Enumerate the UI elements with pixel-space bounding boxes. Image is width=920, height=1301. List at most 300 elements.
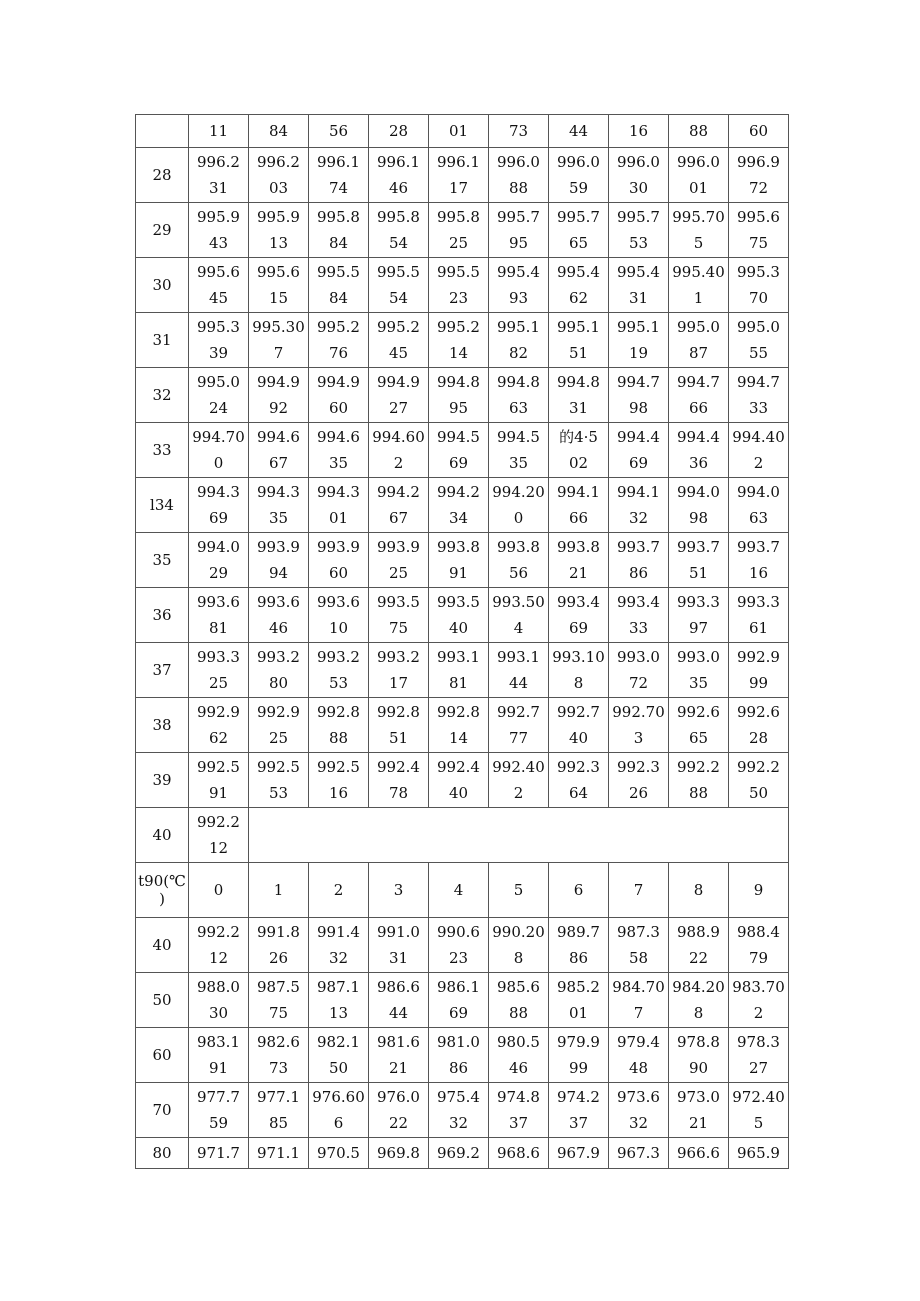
density-value-part1: 992.2: [197, 813, 240, 831]
density-value-part2: 13: [268, 234, 289, 252]
density-value-part1: 995.0: [677, 318, 720, 336]
density-value-part1: 996.2: [257, 153, 300, 171]
density-value-part2: 86: [448, 1059, 469, 1077]
density-value-part1: 992.7: [497, 703, 540, 721]
density-value-part1: 993.8: [557, 538, 600, 556]
density-cell: [609, 643, 669, 698]
density-value-part2: 12: [208, 949, 229, 967]
density-value-part1: 995.3: [737, 263, 780, 281]
density-value-part1: 987.3: [617, 923, 660, 941]
density-value-part2: 32: [628, 1114, 649, 1132]
density-value-part1: 993.9: [257, 538, 300, 556]
density-value-part1: 994.1: [617, 483, 660, 501]
density-value-part2: 91: [208, 1059, 229, 1077]
density-value-part2: 59: [568, 179, 589, 197]
density-value-part1: 994.7: [737, 373, 780, 391]
density-value-part2: 63: [748, 509, 769, 527]
density-cell: [609, 918, 669, 973]
density-cell: [429, 1028, 489, 1083]
density-value-part1: 994.70: [192, 428, 245, 446]
density-cell: 971.7: [189, 1138, 249, 1169]
density-value-part2: 4: [513, 619, 524, 637]
density-value-part2: 40: [448, 619, 469, 637]
density-cell: [669, 973, 729, 1028]
density-value-part1: 982.6: [257, 1033, 300, 1051]
density-cell: [369, 588, 429, 643]
density-cell: [249, 588, 309, 643]
density-cell: [609, 973, 669, 1028]
density-cell: [369, 258, 429, 313]
density-value-part2: 50: [748, 784, 769, 802]
density-value-part2: 33: [628, 619, 649, 637]
density-value-part1: 996.1: [437, 153, 480, 171]
density-value-part2: 65: [688, 729, 709, 747]
density-value-part2: 21: [688, 1114, 709, 1132]
density-cell: [429, 588, 489, 643]
density-value-part1: 982.1: [317, 1033, 360, 1051]
density-value-part1: 995.4: [617, 263, 660, 281]
density-cell: [549, 203, 609, 258]
density-cell: [429, 973, 489, 1028]
density-value-part2: 6: [333, 1114, 344, 1132]
density-value-part1: 977.7: [197, 1088, 240, 1106]
density-cell: [429, 918, 489, 973]
density-value-part2: 88: [688, 784, 709, 802]
density-cell: [489, 1028, 549, 1083]
density-value-part2: 35: [268, 509, 289, 527]
density-value-part1: 992.2: [737, 758, 780, 776]
density-value-part1: 994.9: [257, 373, 300, 391]
density-cell: [489, 588, 549, 643]
density-value-part2: 72: [628, 674, 649, 692]
density-cell: [369, 533, 429, 588]
density-value-part2: 35: [328, 454, 349, 472]
density-value-part2: 51: [388, 729, 409, 747]
density-value-part1: 973.0: [677, 1088, 720, 1106]
density-cell: [429, 423, 489, 478]
row-temperature: 35: [136, 533, 189, 588]
density-value-part2: 62: [568, 289, 589, 307]
column-header: 2: [309, 863, 369, 918]
density-value-part1: 994.6: [257, 428, 300, 446]
density-value-part2: 54: [388, 234, 409, 252]
density-cell: [369, 643, 429, 698]
density-value-part1: 979.4: [617, 1033, 660, 1051]
density-cell: [189, 698, 249, 753]
density-value-part2: 43: [208, 234, 229, 252]
density-value-part2: 98: [688, 509, 709, 527]
density-value-part2: 69: [448, 454, 469, 472]
density-value-part2: 77: [508, 729, 529, 747]
density-value-part2: 51: [688, 564, 709, 582]
density-value-part1: 994.0: [737, 483, 780, 501]
density-cell: 970.5: [309, 1138, 369, 1169]
table-row: [136, 478, 789, 533]
row-temperature: 40: [136, 808, 189, 863]
density-cell: [249, 1083, 309, 1138]
table-row: [136, 1028, 789, 1083]
density-cell: [549, 258, 609, 313]
density-value-part1: 993.50: [492, 593, 545, 611]
density-cell: [549, 313, 609, 368]
density-value-part2: 27: [388, 399, 409, 417]
density-cell: [669, 1083, 729, 1138]
density-value-part1: 994.8: [497, 373, 540, 391]
density-cell: [369, 313, 429, 368]
density-value-part1: 995.1: [497, 318, 540, 336]
density-cell: [489, 973, 549, 1028]
density-cell: [369, 148, 429, 203]
density-value-part1: 992.9: [197, 703, 240, 721]
density-value-part1: 992.9: [737, 648, 780, 666]
density-value-part1: 995.6: [257, 263, 300, 281]
density-value-part1: 981.0: [437, 1033, 480, 1051]
density-value-part2: 79: [748, 949, 769, 967]
density-value-part2: 95: [448, 399, 469, 417]
row-temperature: 40: [136, 918, 189, 973]
density-value-part2: 2: [753, 454, 764, 472]
density-cell: [249, 313, 309, 368]
density-value-part2: 44: [508, 674, 529, 692]
table-row: [136, 203, 789, 258]
density-cell: [309, 698, 369, 753]
column-header: 9: [729, 863, 789, 918]
density-value-part1: 995.70: [672, 208, 725, 226]
column-header: 8: [669, 863, 729, 918]
density-cell: [249, 258, 309, 313]
density-value-part2: 69: [568, 619, 589, 637]
density-value-part2: 81: [448, 674, 469, 692]
row-temperature: 29: [136, 203, 189, 258]
row-temperature: 39: [136, 753, 189, 808]
row-temperature: 32: [136, 368, 189, 423]
density-value-part1: 992.4: [377, 758, 420, 776]
density-cell: 969.8: [369, 1138, 429, 1169]
density-value-part2: 54: [388, 289, 409, 307]
density-value-part1: 974.8: [497, 1088, 540, 1106]
density-value-part1: 993.9: [317, 538, 360, 556]
density-value-part1: 987.5: [257, 978, 300, 996]
density-value-part1: 993.7: [617, 538, 660, 556]
density-value-part1: 991.0: [377, 923, 420, 941]
density-value-part1: 978.3: [737, 1033, 780, 1051]
density-value-part1: 992.6: [737, 703, 780, 721]
density-cell: [249, 368, 309, 423]
density-cell: [549, 1028, 609, 1083]
density-value-part2: 23: [448, 949, 469, 967]
density-value-part1: 993.3: [677, 593, 720, 611]
density-value-part2: 14: [448, 344, 469, 362]
density-value-part2: 35: [508, 454, 529, 472]
empty-cell: [136, 115, 189, 148]
density-cell: [609, 533, 669, 588]
density-value-part1: 988.4: [737, 923, 780, 941]
density-value-part2: 26: [268, 949, 289, 967]
density-tail-cell: 28: [369, 115, 429, 148]
row-temperature: 36: [136, 588, 189, 643]
density-value-part2: 62: [208, 729, 229, 747]
density-cell: 967.9: [549, 1138, 609, 1169]
density-cell: [549, 588, 609, 643]
table-row-continuation: [136, 115, 789, 148]
density-value-part1: 995.8: [437, 208, 480, 226]
density-value-part1: 975.4: [437, 1088, 480, 1106]
density-cell: [609, 313, 669, 368]
density-cell: [309, 313, 369, 368]
density-value-part1: 980.5: [497, 1033, 540, 1051]
density-value-part2: 82: [508, 344, 529, 362]
density-cell: [249, 1028, 309, 1083]
density-cell: [309, 1028, 369, 1083]
density-value-part2: 31: [628, 289, 649, 307]
density-cell: [609, 1028, 669, 1083]
density-value-part2: 46: [268, 619, 289, 637]
density-cell: [369, 1028, 429, 1083]
density-cell: [309, 423, 369, 478]
row-temperature: 50: [136, 973, 189, 1028]
density-cell: [429, 368, 489, 423]
density-value-part2: 32: [628, 509, 649, 527]
density-value-part2: 37: [508, 1114, 529, 1132]
density-tail-cell: 88: [669, 115, 729, 148]
density-value-part2: 10: [328, 619, 349, 637]
density-value-part1: 995.7: [617, 208, 660, 226]
density-value-part2: 14: [448, 729, 469, 747]
density-cell: [189, 973, 249, 1028]
density-cell: [189, 203, 249, 258]
density-value-part2: 72: [748, 179, 769, 197]
density-value-part1: 996.0: [557, 153, 600, 171]
density-cell: [669, 533, 729, 588]
density-cell: [189, 423, 249, 478]
density-value-part2: 25: [388, 564, 409, 582]
density-value-part1: 993.4: [557, 593, 600, 611]
density-cell: [609, 203, 669, 258]
table-header-row: [136, 863, 789, 918]
density-cell: [549, 423, 609, 478]
density-value-part1: 986.6: [377, 978, 420, 996]
density-cell: 971.1: [249, 1138, 309, 1169]
density-cell: [549, 643, 609, 698]
density-value-part1: 994.7: [617, 373, 660, 391]
density-value-part2: 69: [448, 1004, 469, 1022]
density-value-part1: 995.6: [197, 263, 240, 281]
density-cell: [309, 918, 369, 973]
density-value-part2: 3: [633, 729, 644, 747]
density-value-part1: 992.3: [617, 758, 660, 776]
density-cell: [489, 533, 549, 588]
density-value-part2: 69: [628, 454, 649, 472]
density-value-part1: 992.9: [257, 703, 300, 721]
density-value-part2: 35: [688, 674, 709, 692]
density-cell: [549, 973, 609, 1028]
density-value-part2: 31: [208, 179, 229, 197]
density-value-part1: 987.1: [317, 978, 360, 996]
density-value-part1: 993.10: [552, 648, 605, 666]
density-value-part2: 45: [388, 344, 409, 362]
density-cell: [729, 478, 789, 533]
density-value-part1: 996.2: [197, 153, 240, 171]
density-value-part2: 80: [268, 674, 289, 692]
density-value-part1: 995.40: [672, 263, 725, 281]
density-cell: [549, 698, 609, 753]
density-value-part2: 8: [573, 674, 584, 692]
density-value-part1: 990.20: [492, 923, 545, 941]
density-value-part2: 26: [628, 784, 649, 802]
density-value-part1: 995.4: [497, 263, 540, 281]
density-value-part2: 63: [508, 399, 529, 417]
density-cell: [369, 203, 429, 258]
density-cell: [729, 1028, 789, 1083]
density-value-part1: 996.9: [737, 153, 780, 171]
density-value-part2: 67: [388, 509, 409, 527]
density-value-part2: 84: [328, 289, 349, 307]
density-value-part2: 88: [508, 1004, 529, 1022]
density-value-part2: 95: [508, 234, 529, 252]
density-tail-cell: 11: [189, 115, 249, 148]
density-cell: [669, 478, 729, 533]
density-cell: [729, 258, 789, 313]
table-row: [136, 368, 789, 423]
density-value-part2: 0: [213, 454, 224, 472]
density-value-part2: 67: [268, 454, 289, 472]
density-value-part2: 48: [628, 1059, 649, 1077]
density-cell: [489, 918, 549, 973]
density-cell: [669, 423, 729, 478]
density-cell: [729, 973, 789, 1028]
density-value-part1: 995.2: [317, 318, 360, 336]
density-cell: [489, 643, 549, 698]
density-value-part2: 5: [693, 234, 704, 252]
density-cell: [249, 478, 309, 533]
density-value-part1: 992.8: [377, 703, 420, 721]
column-header: 5: [489, 863, 549, 918]
density-value-part1: 994.8: [557, 373, 600, 391]
density-cell: [249, 973, 309, 1028]
density-value-part1: 994.40: [732, 428, 785, 446]
row-temperature: 31: [136, 313, 189, 368]
density-value-part2: 17: [388, 674, 409, 692]
table-row: [136, 1138, 789, 1169]
density-cell: [729, 753, 789, 808]
density-value-part1: 992.6: [677, 703, 720, 721]
density-value-part1: 994.9: [377, 373, 420, 391]
density-value-part1: 995.9: [197, 208, 240, 226]
density-value-part2: 58: [628, 949, 649, 967]
density-value-part1: 996.0: [497, 153, 540, 171]
density-value-part1: 994.0: [677, 483, 720, 501]
density-value-part1: 992.2: [677, 758, 720, 776]
density-cell: [669, 918, 729, 973]
density-value-part1: 993.2: [317, 648, 360, 666]
density-tail-cell: 44: [549, 115, 609, 148]
table-row: [136, 533, 789, 588]
density-value-part2: 2: [753, 1004, 764, 1022]
density-value-part2: 75: [388, 619, 409, 637]
density-value-part2: 61: [748, 619, 769, 637]
density-value-part1: 995.30: [252, 318, 305, 336]
density-value-part2: 39: [208, 344, 229, 362]
density-value-part2: 37: [568, 1114, 589, 1132]
row-temperature: 38: [136, 698, 189, 753]
density-cell: [669, 368, 729, 423]
density-cell: [729, 203, 789, 258]
density-value-part1: 994.20: [492, 483, 545, 501]
density-cell: [369, 423, 429, 478]
density-cell: [249, 918, 309, 973]
density-value-part1: 993.5: [377, 593, 420, 611]
density-cell: [609, 1083, 669, 1138]
density-value-part2: 46: [508, 1059, 529, 1077]
density-value-part1: 993.2: [377, 648, 420, 666]
density-cell: [489, 753, 549, 808]
row-temperature: 80: [136, 1138, 189, 1169]
density-value-part2: 75: [748, 234, 769, 252]
density-value-part2: 36: [688, 454, 709, 472]
density-value-part2: 46: [388, 179, 409, 197]
density-value-part1: 988.9: [677, 923, 720, 941]
density-cell: [429, 533, 489, 588]
density-tail-cell: 73: [489, 115, 549, 148]
density-cell: 966.6: [669, 1138, 729, 1169]
density-value-part2: 30: [628, 179, 649, 197]
density-cell: [549, 918, 609, 973]
density-value-part1: 996.0: [677, 153, 720, 171]
density-value-part1: 991.8: [257, 923, 300, 941]
density-value-part1: 984.70: [612, 978, 665, 996]
density-value-part2: 33: [748, 399, 769, 417]
density-value-part2: 8: [513, 949, 524, 967]
density-value-part2: 32: [328, 949, 349, 967]
density-tail-cell: 01: [429, 115, 489, 148]
table-row: [136, 698, 789, 753]
density-cell: [609, 753, 669, 808]
density-cell: [189, 588, 249, 643]
row-temperature: 28: [136, 148, 189, 203]
density-cell: 967.3: [609, 1138, 669, 1169]
density-value-part1: 983.70: [732, 978, 785, 996]
density-value-part1: 993.8: [497, 538, 540, 556]
density-value-part1: 994.3: [317, 483, 360, 501]
density-value-part1: 994.4: [677, 428, 720, 446]
density-value-part2: 50: [328, 1059, 349, 1077]
density-cell: [369, 698, 429, 753]
density-value-part1: 993.1: [497, 648, 540, 666]
density-tail-cell: 84: [249, 115, 309, 148]
density-value-part1: 995.3: [197, 318, 240, 336]
density-value-part1: 995.0: [737, 318, 780, 336]
density-cell: [249, 643, 309, 698]
density-value-part1: 992.5: [257, 758, 300, 776]
density-value-part1: 992.70: [612, 703, 665, 721]
density-value-part1: 995.1: [617, 318, 660, 336]
density-cell: 965.9: [729, 1138, 789, 1169]
density-cell: [189, 643, 249, 698]
density-value-part1: 995.1: [557, 318, 600, 336]
density-value-part1: 995.2: [377, 318, 420, 336]
density-cell: [609, 148, 669, 203]
density-value-part1: 994.1: [557, 483, 600, 501]
density-cell: [609, 258, 669, 313]
density-cell: [489, 478, 549, 533]
density-cell: [669, 148, 729, 203]
density-cell: [189, 808, 249, 863]
column-header: 0: [189, 863, 249, 918]
density-value-part2: 88: [328, 729, 349, 747]
density-value-part1: 995.4: [557, 263, 600, 281]
density-cell: [429, 753, 489, 808]
density-cell: [189, 533, 249, 588]
